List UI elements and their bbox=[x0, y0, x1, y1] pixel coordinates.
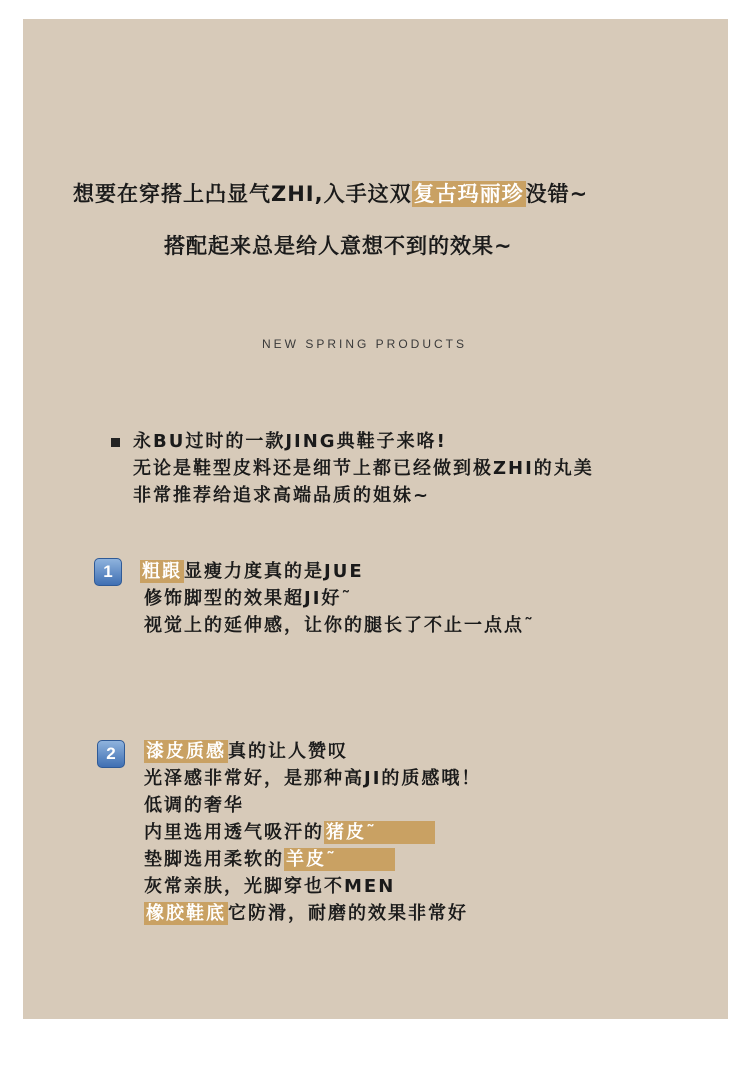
highlight-thick-heel: 粗跟 bbox=[142, 561, 182, 582]
section-2-line: 光泽感非常好，是那种高JI的质感哦！ bbox=[144, 768, 482, 789]
intro-line: 永BU过时的一款JING典鞋子来咯! bbox=[133, 431, 447, 452]
number-2-badge-icon: 2 bbox=[97, 740, 125, 768]
number-1-badge-icon: 1 bbox=[94, 558, 122, 586]
section-2-line-text: 它防滑，耐磨的效果非常好 bbox=[228, 903, 468, 924]
section-2-line bbox=[144, 846, 481, 873]
section-2-line-text: 垫脚选用柔软的 bbox=[144, 849, 284, 870]
headline-text: 想要在穿搭上凸显气ZHI,入手这双 bbox=[73, 182, 412, 206]
section-2-line-text: 真的让人赞叹 bbox=[228, 741, 348, 762]
section-2-line bbox=[144, 900, 481, 927]
subtitle: NEW SPRING PRODUCTS bbox=[262, 337, 468, 351]
headline-highlight: 复古玛丽珍 bbox=[413, 182, 524, 206]
intro-block bbox=[133, 428, 594, 509]
highlight-pigskin: 猪皮˜ bbox=[324, 821, 435, 844]
section-1-line-text: 显瘦力度真的是JUE bbox=[184, 561, 364, 582]
bullet-square-icon bbox=[111, 438, 120, 447]
headline-line-2: 搭配起来总是给人意想不到的效果~ bbox=[164, 234, 513, 258]
section-2-line bbox=[144, 819, 481, 846]
section-1-line: 视觉上的延伸感，让你的腿长了不止一点点˜ bbox=[144, 615, 535, 636]
intro-line: 非常推荐给追求高端品质的姐妹~ bbox=[133, 485, 431, 506]
section-2-line bbox=[144, 738, 481, 765]
section-1-line: 修饰脚型的效果超JI好˜ bbox=[144, 588, 353, 609]
headline-line-1 bbox=[73, 178, 588, 208]
intro-line: 无论是鞋型皮料还是细节上都已经做到极ZHI的丸美 bbox=[133, 458, 594, 479]
section-2-block bbox=[144, 738, 481, 927]
highlight-rubber-sole: 橡胶鞋底 bbox=[146, 903, 226, 924]
section-2-line-text: 内里选用透气吸汗的 bbox=[144, 822, 324, 843]
headline-text-end: 没错~ bbox=[525, 182, 589, 206]
section-1-block bbox=[140, 558, 535, 639]
section-2-line: 低调的奢华 bbox=[144, 795, 244, 816]
highlight-patent-leather: 漆皮质感 bbox=[146, 741, 226, 762]
highlight-sheepskin: 羊皮˜ bbox=[284, 848, 395, 871]
section-1-line bbox=[140, 558, 535, 585]
section-2-line: 灰常亲肤，光脚穿也不MEN bbox=[144, 876, 396, 897]
